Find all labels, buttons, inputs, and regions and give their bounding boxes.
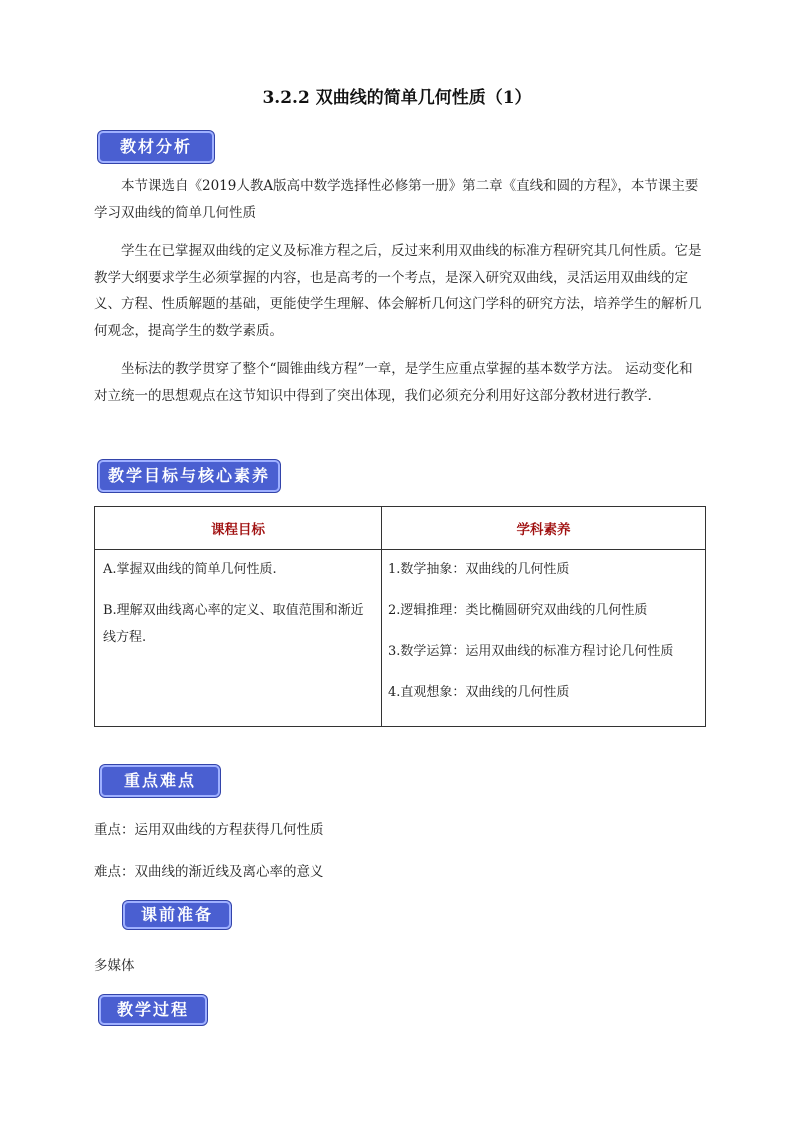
key-point-text: 重点：运用双曲线的方程获得几何性质 (94, 822, 324, 838)
section-badge-key-points: 重点难点 (100, 765, 220, 797)
analysis-paragraph-2: 学生在已掌握双曲线的定义及标准方程之后，反过来利用双曲线的标准方程研究其几何性质。它是教学大纲要求学生必须掌握的内容，也是高考的一个考点，是深入研究双曲线，灵活运用双曲线的定义、方程、性质解题的基础，更能使学生理解、体会解析几何这门学科的研究方法，培养学生的解析几何观念，提高学生的数学素质。 (94, 243, 702, 339)
section-badge-goals: 教学目标与核心素养 (98, 460, 280, 492)
course-goals-cell (95, 550, 382, 727)
course-goal-b: B.理解双曲线离心率的定义、取值范围和渐近线方程. (103, 603, 364, 645)
section-badge-process: 教学过程 (99, 995, 207, 1025)
goals-table (94, 506, 706, 727)
goals-header-literacy: 学科素养 (382, 507, 706, 550)
course-goal-a: A.掌握双曲线的简单几何性质. (103, 562, 277, 577)
section-badge-analysis: 教材分析 (98, 131, 214, 163)
difficult-point-text: 难点：双曲线的渐近线及离心率的意义 (94, 864, 324, 880)
page-title: 3.2.2 双曲线的简单几何性质（1） (262, 88, 532, 108)
preparation-text: 多媒体 (94, 958, 135, 974)
goals-header-course: 课程目标 (95, 507, 382, 550)
literacy-item-4: 4.直观想象：双曲线的几何性质 (388, 685, 570, 700)
literacy-item-1: 1.数学抽象：双曲线的几何性质 (388, 562, 570, 577)
literacy-item-2: 2.逻辑推理：类比椭圆研究双曲线的几何性质 (388, 603, 648, 618)
analysis-paragraph-1: 本节课选自《2019人教A版高中数学选择性必修第一册》第二章《直线和圆的方程》，本节课主要学习双曲线的简单几何性质 (94, 178, 699, 221)
literacy-item-3: 3.数学运算：运用双曲线的标准方程讨论几何性质 (388, 644, 674, 659)
literacy-cell (382, 550, 706, 727)
analysis-paragraph-3: 坐标法的教学贯穿了整个“圆锥曲线方程”一章，是学生应重点掌握的基本数学方法。 运动变化和对立统一的思想观点在这节知识中得到了突出体现，我们必须充分利用好这部分教材进行教学. (94, 361, 693, 404)
section-badge-preparation: 课前准备 (123, 901, 231, 929)
